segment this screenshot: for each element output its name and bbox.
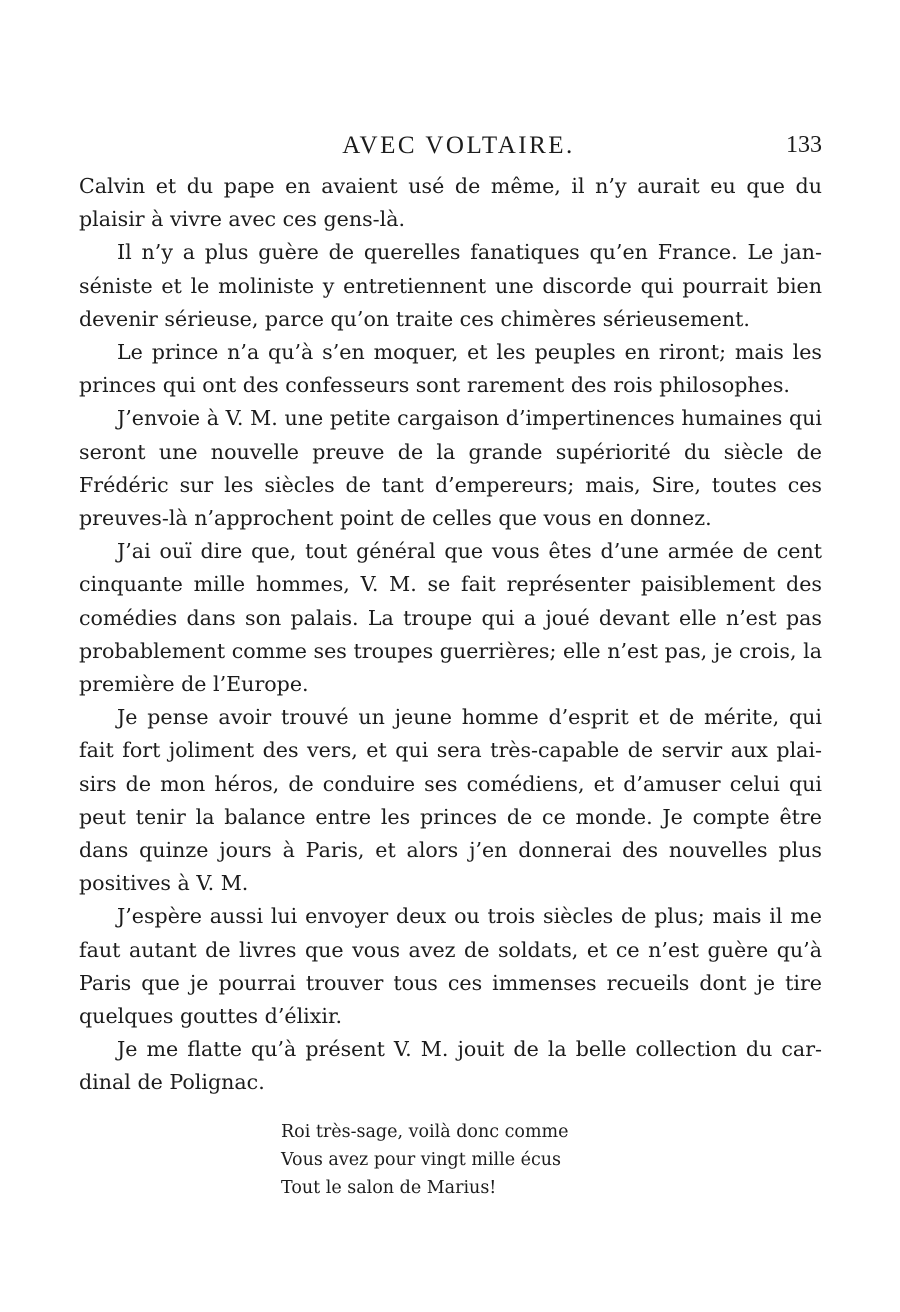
verse-stanza (281, 1118, 822, 1202)
paragraph: Le prince n’a qu’à s’en moquer, et les peuples en riront; mais les princes qui ont des confesseurs sont rarement des rois philosophes. (79, 340, 822, 398)
running-head (79, 130, 822, 170)
page-number: 133 (786, 132, 822, 158)
paragraph: J’espère aussi lui envoyer deux ou trois siècles de plus; mais il me faut autant de livres que vous avez de soldats, et ce n’est guère qu’à Paris que je pourrai trouver tous ces immenses recueils dont je tire quelques gouttes d’élixir. (79, 904, 822, 1029)
verse-line: Roi très-sage, voilà donc comme (281, 1121, 569, 1142)
paragraph: Il n’y a plus guère de querelles fanatiques qu’en France. Le jan-séniste et le moliniste y entretiennent une discorde qui pourrait bien devenir sérieuse, parce qu’on traite ces chimères sérieusement. (79, 240, 822, 331)
verse-line: Tout le salon de Marius! (281, 1177, 497, 1198)
running-title: AVEC VOLTAIRE. (342, 132, 575, 159)
body-text (79, 170, 822, 1100)
book-page (79, 130, 822, 1202)
paragraph-continued: Calvin et du pape en avaient usé de même, il n’y aurait eu que du plaisir à vivre avec ces gens-là. (79, 174, 822, 232)
paragraph: J’envoie à V. M. une petite cargaison d’impertinences humaines qui seront une nouvelle preuve de la grande supériorité du siècle de Frédéric sur les siècles de tant d’empereurs; mais, Sire, toutes ces preuves-là n’approchent point de celles que vous en donnez. (79, 406, 822, 531)
paragraph: Je pense avoir trouvé un jeune homme d’esprit et de mérite, qui fait fort joliment des vers, et qui sera très-capable de servir aux plai-sirs de mon héros, de conduire ses comédiens, et d’amuser celui qui peut tenir la balance entre les princes de ce monde. Je compte être dans quinze jours à Paris, et alors j’en donnerai des nouvelles plus positives à V. M. (79, 705, 822, 896)
paragraph: Je me flatte qu’à présent V. M. jouit de la belle collection du car-dinal de Polignac. (79, 1037, 822, 1095)
verse-line: Vous avez pour vingt mille écus (281, 1149, 562, 1170)
paragraph: J’ai ouï dire que, tout général que vous êtes d’une armée de cent cinquante mille hommes, V. M. se fait représenter paisiblement des comédies dans son palais. La troupe qui a joué devant elle n’est pas probablement comme ses troupes guerrières; elle n’est pas, je crois, la première de l’Europe. (79, 539, 822, 697)
